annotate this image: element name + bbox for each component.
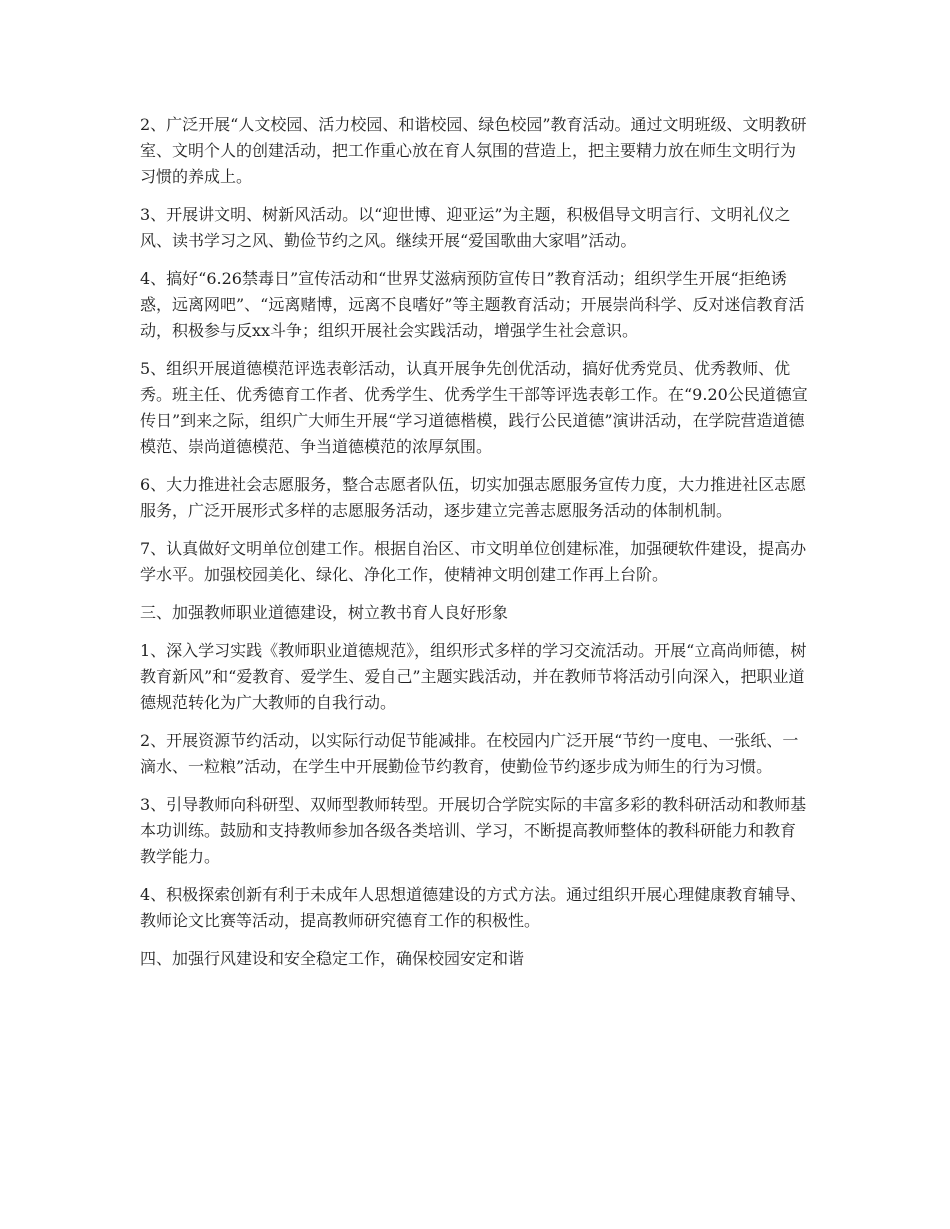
paragraph-item-4-moral-education-methods: 4、积极探索创新有利于未成年人思想道德建设的方式方法。通过组织开展心理健康教育辅导、教师论文比赛等活动，提高教师研究德育工作的积极性。 [140, 885, 807, 930]
paragraph-item-3-civility-activities: 3、开展讲文明、树新风活动。以“迎世博、迎亚运”为主题，积极倡导文明言行、文明礼仪之风、读书学习之风、勤俭节约之风。继续开展“爱国歌曲大家唱”活动。 [140, 205, 791, 250]
paragraph-item-7-civilized-unit: 7、认真做好文明单位创建工作。根据自治区、市文明单位创建标准，加强硬软件建设，提高办学水平。加强校园美化、绿化、净化工作，使精神文明创建工作再上台阶。 [140, 539, 807, 584]
paragraph-item-1-teacher-ethics: 1、深入学习实践《教师职业道德规范》，组织形式多样的学习交流活动。开展“立高尚师德，树教育新风”和“爱教育、爱学生、爱自己”主题实践活动，并在教师节将活动引向深入，把职业道德规范转化为广大教师的自我行动。 [140, 641, 807, 712]
document-body [140, 112, 810, 984]
paragraph-item-2-resource-saving: 2、开展资源节约活动，以实际行动促节能减排。在校园内广泛开展“节约一度电、一张纸、一滴水、一粒粮”活动，在学生中开展勤俭节约教育，使勤俭节约逐步成为师生的行为习惯。 [140, 731, 799, 776]
paragraph-item-5-moral-models: 5、组织开展道德模范评选表彰活动，认真开展争先创优活动，搞好优秀党员、优秀教师、优秀。班主任、优秀德育工作者、优秀学生、优秀学生干部等评选表彰工作。在“9.20公民道德宣传日”到来之际，组织广大师生开展“学习道德楷模，践行公民道德”演讲活动，在学院营造道德模范、崇尚道德模范、争当道德模范的浓厚氛围。 [140, 359, 808, 456]
paragraph-item-3-teacher-transformation: 3、引导教师向科研型、双师型教师转型。开展切合学院实际的丰富多彩的教科研活动和教师基本功训练。鼓励和支持教师参加各级各类培训、学习，不断提高教师整体的教科研能力和教育教学能力。 [140, 795, 807, 866]
section-heading-3: 三、加强教师职业道德建设，树立教书育人良好形象 [140, 603, 509, 622]
section-heading-4: 四、加强行风建设和安全稳定工作，确保校园安定和谐 [140, 949, 525, 968]
paragraph-item-2-campus-activities: 2、广泛开展“人文校园、活力校园、和谐校园、绿色校园”教育活动。通过文明班级、文明教研室、文明个人的创建活动，把工作重心放在育人氛围的营造上，把主要精力放在师生文明行为习惯的养成上。 [140, 115, 807, 186]
paragraph-item-4-anti-drug-activities: 4、搞好“6.26禁毒日”宣传活动和“世界艾滋病预防宣传日”教育活动；组织学生开展“拒绝诱惑，远离网吧”、“远离赌博，远离不良嗜好”等主题教育活动；开展崇尚科学、反对迷信教育活动，积极参与反xx斗争；组织开展社会实践活动，增强学生社会意识。 [140, 269, 805, 340]
paragraph-item-6-volunteer-service: 6、大力推进社会志愿服务，整合志愿者队伍，切实加强志愿服务宣传力度，大力推进社区志愿服务，广泛开展形式多样的志愿服务活动，逐步建立完善志愿服务活动的体制机制。 [140, 475, 807, 520]
